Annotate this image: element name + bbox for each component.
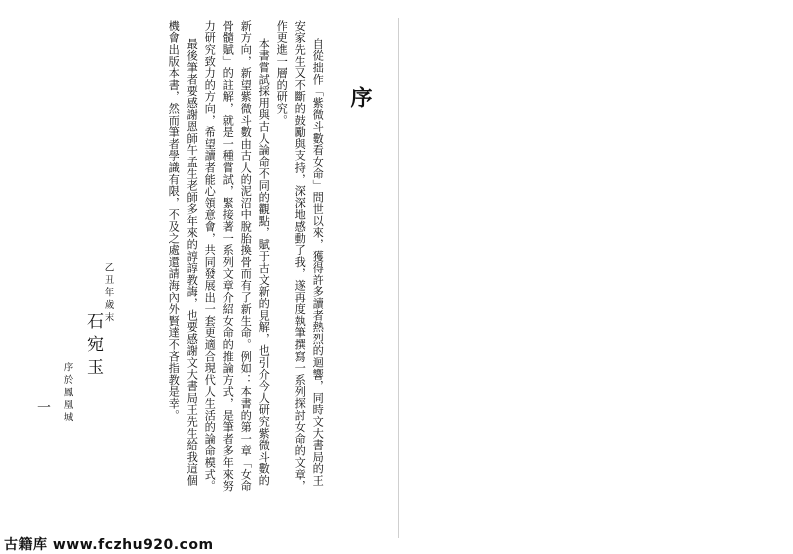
text-column: 自從拙作「紫微斗數看女命」問世以來，獲得許多讀者熱烈的迴響，同時文大書局的王 <box>311 38 325 487</box>
text-column: 新方向，新望紫微斗數由古人的泥沼中脫胎換骨而有了新生命。例如：本書的第一章「女命 <box>239 20 253 492</box>
signature-date: 乙丑年歲末 <box>102 262 114 325</box>
text-column: 安家先生又不斷的鼓勵與支持，深深地感動了我，遂再度執筆撰寫一系列探討女命的文章， <box>293 20 307 492</box>
text-column: 骨髓賦」的註解，就是一種嘗試，緊接著一系列文章介紹女命的推論方式，是筆者多年來努 <box>221 20 235 492</box>
page-number: 一 <box>35 400 51 414</box>
preface-heading: 序 <box>347 86 373 112</box>
page-divider <box>398 18 399 538</box>
signature-place: 序於鳳凰城 <box>61 362 73 425</box>
text-column: 最後筆者要感謝恩師午孟生老師多年來的諄諄教誨，也要感謝文大書局王先生給我這個 <box>185 38 199 487</box>
text-column: 機會出版本書，然而筆者學識有限，不及之處還請海內外賢達不吝指教是幸。 <box>167 20 181 422</box>
site-watermark: 古籍库 www.fczhu920.com <box>4 537 214 553</box>
text-column: 力研究致力的方向，希望讀者能心領意會，共同發展出一套更適合現代人生活的論命模式。 <box>203 20 217 492</box>
text-column: 本書嘗試採用與古人論命不同的觀點，賦于古文新的見解，也引介今人研究紫微斗數的 <box>257 38 271 487</box>
text-column: 作更進一層的研究。 <box>275 20 289 127</box>
signature-author: 石宛玉 <box>83 312 103 381</box>
right-page-blank <box>400 0 793 554</box>
